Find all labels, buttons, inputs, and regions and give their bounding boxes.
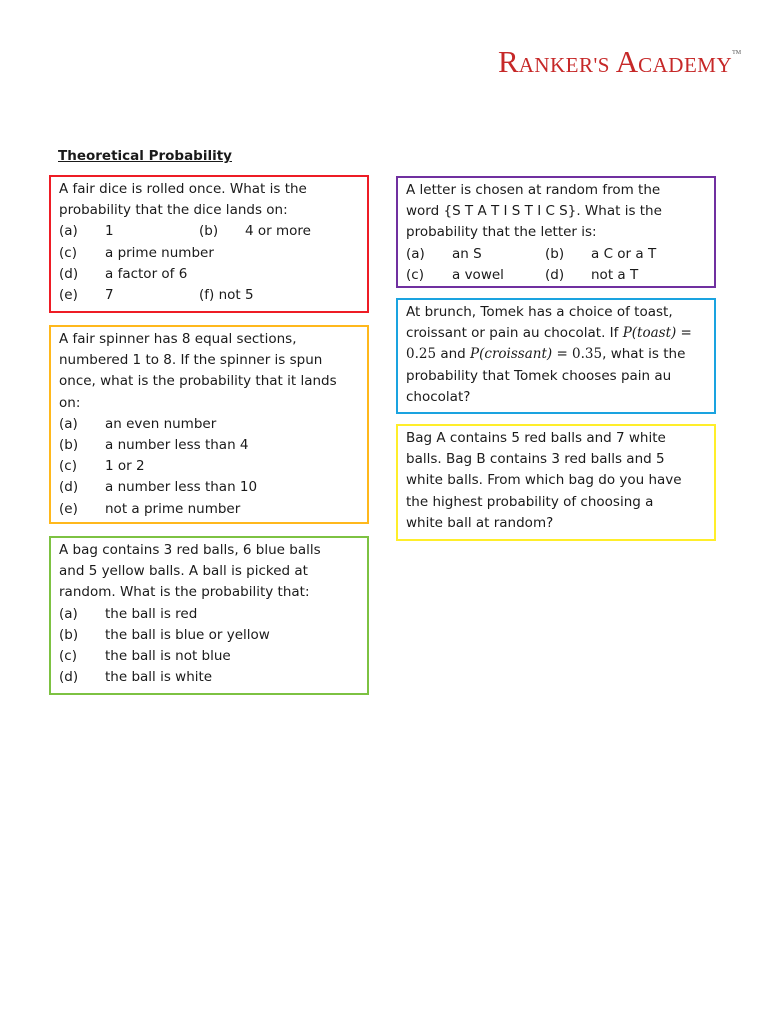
page-title: Theoretical Probability xyxy=(58,148,232,164)
question-text: random. What is the probability that: xyxy=(59,584,310,601)
question-text: A bag contains 3 red balls, 6 blue balls xyxy=(59,542,321,558)
question-text: and 5 yellow balls. A ball is picked at xyxy=(59,563,308,580)
question-text: white balls. From which bag do you have xyxy=(406,472,682,489)
question-text: white ball at random? xyxy=(406,514,554,531)
rankers-academy-logo: RANKER'S ACADEMY™ xyxy=(498,44,742,79)
question-brunch-box xyxy=(396,298,716,414)
question-spinner-box xyxy=(49,325,369,524)
question-text: A letter is chosen at random from the xyxy=(406,182,661,198)
question-bag-colors-box xyxy=(49,536,369,695)
question-text: the highest probability of choosing a xyxy=(406,493,654,510)
question-bags-box xyxy=(396,424,716,541)
option-row: (c) a prime number xyxy=(59,244,214,261)
question-text: croissant or pain au chocolat. If P(toast) = xyxy=(406,325,692,342)
question-text: on: xyxy=(59,394,81,411)
question-text: probability that the letter is: xyxy=(406,224,597,241)
option-row: (a) an even number xyxy=(59,415,217,432)
option-row: (d) a factor of 6 xyxy=(59,265,188,282)
question-text: Bag A contains 5 red balls and 7 white xyxy=(406,430,666,446)
option-row: (e) not a prime number xyxy=(59,500,241,517)
question-text: numbered 1 to 8. If the spinner is spun xyxy=(59,352,323,369)
option-row: (c) the ball is not blue xyxy=(59,648,231,665)
option-row: (e) 7 (f) not 5 xyxy=(59,287,254,304)
question-dice-box xyxy=(49,175,369,313)
option-row: (a) 1 (b) 4 or more xyxy=(59,223,311,240)
question-text: A fair dice is rolled once. What is the xyxy=(59,181,307,197)
question-text: 0.25 and P(croissant) = 0.35, what is the xyxy=(406,346,686,363)
option-row: (a) the ball is red xyxy=(59,605,198,622)
math-p-toast: P(toast) = xyxy=(622,325,692,342)
option-row: (a) an S (b) a C or a T xyxy=(406,245,657,262)
question-text: once, what is the probability that it lands xyxy=(59,373,337,390)
question-text: probability that the dice lands on: xyxy=(59,202,288,219)
question-text: chocolat? xyxy=(406,388,471,405)
question-text: probability that Tomek chooses pain au xyxy=(406,367,672,384)
question-text: A fair spinner has 8 equal sections, xyxy=(59,331,297,347)
math-p-croissant: P(croissant) = xyxy=(470,346,573,363)
question-letter-box xyxy=(396,176,716,288)
option-row: (b) a number less than 4 xyxy=(59,437,249,454)
option-row: (c) 1 or 2 xyxy=(59,458,145,475)
option-row: (d) a number less than 10 xyxy=(59,479,258,496)
option-row: (c) a vowel (d) not a T xyxy=(406,266,639,283)
option-row: (d) the ball is white xyxy=(59,669,213,686)
option-row: (b) the ball is blue or yellow xyxy=(59,626,270,643)
question-text: balls. Bag B contains 3 red balls and 5 xyxy=(406,451,665,468)
question-text: At brunch, Tomek has a choice of toast, xyxy=(406,304,673,320)
question-text: word {S T A T I S T I C S}. What is the xyxy=(406,203,662,220)
